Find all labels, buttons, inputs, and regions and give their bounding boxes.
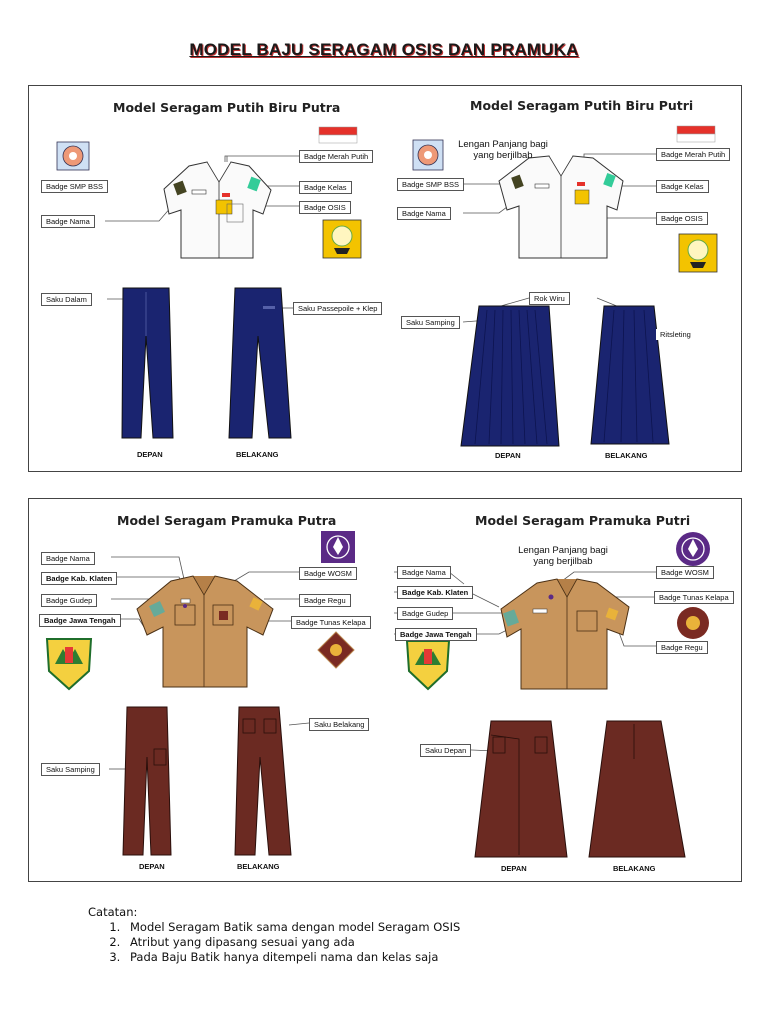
label-badge-osis: Badge OSIS: [656, 212, 708, 225]
notes-section: [88, 905, 460, 965]
notes-list: [88, 920, 460, 965]
smp-badge-icon: [57, 142, 89, 170]
label-ritsleting: Ritsleting: [656, 329, 695, 340]
tunas-kelapa-badge-icon: [318, 632, 354, 668]
label-saku-passepoile: Saku Passepoile + Klep: [293, 302, 382, 315]
notes-item: 1. Model Seragam Batik sama dengan model Seragam OSIS: [124, 920, 460, 935]
osis-illustrations: [29, 86, 741, 471]
caption-belakang: BELAKANG: [605, 451, 648, 460]
flag-icon: [319, 127, 357, 143]
caption-belakang: BELAKANG: [237, 862, 280, 871]
label-saku-belakang: Saku Belakang: [309, 718, 369, 731]
label-badge-wosm: Badge WOSM: [656, 566, 714, 579]
notes-item: 3. Pada Baju Batik hanya ditempeli nama dan kelas saja: [124, 950, 460, 965]
tunas-kelapa-badge-icon: [677, 607, 709, 639]
label-badge-nama: Badge Nama: [397, 207, 451, 220]
pramuka-putri-shirt: [501, 579, 629, 689]
osis-putri-skirt-front: [461, 306, 559, 446]
label-badge-smp: Badge SMP BSS: [397, 178, 464, 191]
label-badge-regu: Badge Regu: [656, 641, 708, 654]
osis-putri-title: Model Seragam Putih Biru Putri: [470, 98, 694, 113]
label-saku-samping: Saku Samping: [401, 316, 460, 329]
notes-heading: Catatan:: [88, 905, 138, 919]
label-badge-tunas-kelapa: Badge Tunas Kelapa: [291, 616, 371, 629]
smp-badge-icon: [413, 140, 443, 170]
osis-putra-title: Model Seragam Putih Biru Putra: [113, 100, 341, 115]
label-badge-merah-putih: Badge Merah Putih: [299, 150, 373, 163]
osis-putri-shirt: [499, 156, 623, 258]
pramuka-panel: [28, 498, 742, 882]
caption-depan: DEPAN: [501, 864, 527, 873]
jawa-tengah-emblem-icon: [407, 641, 449, 689]
note-lengan-panjang: Lengan Panjang bagi yang berjilbab: [458, 139, 548, 161]
wosm-badge-icon: [321, 531, 355, 563]
osis-putra-trousers-back: [229, 288, 291, 438]
jawa-tengah-emblem-icon: [47, 639, 91, 689]
pramuka-illustrations: [29, 499, 741, 881]
label-badge-kab-klaten: Badge Kab. Klaten: [41, 572, 117, 585]
osis-putra-shirt: [164, 162, 271, 258]
notes-item: 2. Atribut yang dipasang sesuai yang ada: [124, 935, 460, 950]
label-saku-samping: Saku Samping: [41, 763, 100, 776]
osis-badge-icon: [323, 220, 361, 258]
caption-depan: DEPAN: [495, 451, 521, 460]
label-badge-merah-putih: Badge Merah Putih: [656, 148, 730, 161]
label-rok-wiru: Rok Wiru: [529, 292, 570, 305]
label-badge-tunas-kelapa: Badge Tunas Kelapa: [654, 591, 734, 604]
flag-icon: [677, 126, 715, 142]
pramuka-putra-trousers-back: [235, 707, 291, 855]
osis-putra-trousers-front: [122, 288, 173, 438]
pramuka-putri-skirt-front: [475, 721, 567, 857]
osis-panel: [28, 85, 742, 472]
label-saku-dalam: Saku Dalam: [41, 293, 92, 306]
pramuka-putra-title: Model Seragam Pramuka Putra: [117, 513, 337, 528]
pramuka-putra-trousers-front: [123, 707, 171, 855]
label-badge-gudep: Badge Gudep: [41, 594, 97, 607]
label-badge-nama: Badge Nama: [41, 552, 95, 565]
osis-putri-skirt-back: [591, 306, 669, 444]
label-badge-kelas: Badge Kelas: [299, 181, 352, 194]
label-badge-wosm: Badge WOSM: [299, 567, 357, 580]
label-saku-depan: Saku Depan: [420, 744, 471, 757]
osis-badge-icon: [679, 234, 717, 272]
label-badge-nama: Badge Nama: [397, 566, 451, 579]
label-badge-kab-klaten: Badge Kab. Klaten: [397, 586, 473, 599]
label-badge-kelas: Badge Kelas: [656, 180, 709, 193]
pramuka-putra-shirt: [137, 576, 273, 687]
caption-belakang: BELAKANG: [613, 864, 656, 873]
note-lengan-panjang: Lengan Panjang bagi yang berjilbab: [518, 545, 608, 567]
label-badge-smp: Badge SMP BSS: [41, 180, 108, 193]
caption-depan: DEPAN: [137, 450, 163, 459]
pramuka-putri-skirt-back: [589, 721, 685, 857]
pramuka-putri-title: Model Seragam Pramuka Putri: [475, 513, 691, 528]
label-badge-regu: Badge Regu: [299, 594, 351, 607]
label-badge-jawa-tengah: Badge Jawa Tengah: [39, 614, 121, 627]
wosm-badge-icon: [676, 532, 710, 566]
label-badge-gudep: Badge Gudep: [397, 607, 453, 620]
label-badge-nama: Badge Nama: [41, 215, 95, 228]
page-title: MODEL BAJU SERAGAM OSIS DAN PRAMUKA: [189, 40, 579, 59]
caption-depan: DEPAN: [139, 862, 165, 871]
caption-belakang: BELAKANG: [236, 450, 279, 459]
label-badge-jawa-tengah: Badge Jawa Tengah: [395, 628, 477, 641]
label-badge-osis: Badge OSIS: [299, 201, 351, 214]
